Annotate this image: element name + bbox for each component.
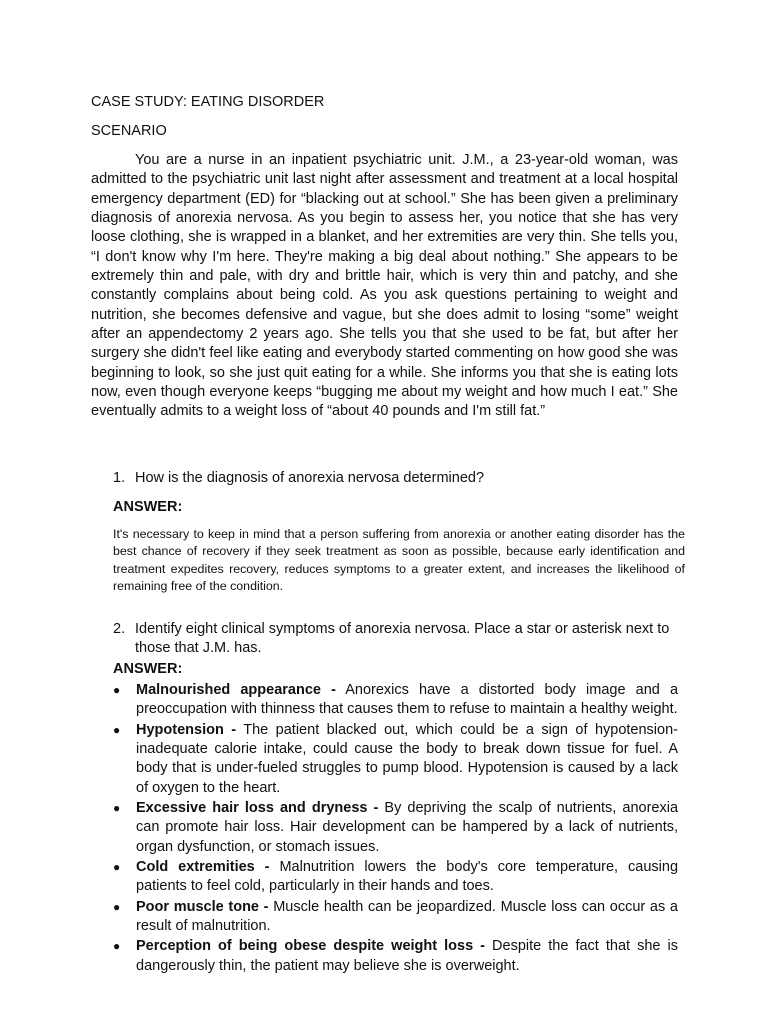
- question-1: [113, 469, 678, 488]
- bullet-icon: ●: [113, 683, 121, 697]
- symptom-description: Malnutrition lowers the body's core temperature, causing patients to feel cold, particularly in their hands and toes.: [136, 859, 679, 895]
- symptom-title: Perception of being obese despite weight loss -: [136, 938, 486, 955]
- symptom-description: Despite the fact that she is dangerously thin, the patient may believe she is overweight.: [136, 938, 678, 974]
- symptom-description: The patient blacked out, which could be a sign of hypotension-inadequate calorie intake, could cause the body to break down tissue for fuel. A body that is under-fueled struggles to pump blood. Hypotension is caused by a lack of oxygen to the heart.: [136, 721, 678, 796]
- symptom-item: [113, 858, 678, 897]
- symptom-description: Anorexics have a distorted body image and a preoccupation with thinness that causes them to refuse to maintain a healthy weight.: [136, 682, 679, 718]
- section-heading-scenario: SCENARIO: [91, 123, 167, 139]
- bullet-icon: ●: [113, 939, 121, 954]
- document-title: CASE STUDY: EATING DISORDER: [91, 94, 325, 110]
- answer-label: ANSWER:: [113, 661, 183, 677]
- symptom-list: [113, 681, 678, 977]
- symptom-item: [113, 898, 678, 937]
- symptom-title: Excessive hair loss and dryness -: [136, 800, 379, 817]
- question-2: [113, 620, 678, 659]
- bullet-icon: ●: [113, 899, 121, 914]
- symptom-title: Poor muscle tone -: [136, 898, 269, 915]
- answer-paragraph: It's necessary to keep in mind that a person suffering from anorexia or another eating disorder has the best chance of recovery if they seek treatment as soon as possible, because early identification and treatment expedites recovery, reduces symptoms to a greater extent, and increases the likelihood of remaining free of the condition.: [113, 527, 685, 593]
- answer-label: ANSWER:: [113, 499, 183, 515]
- symptom-description: Muscle health can be jeopardized. Muscle loss can occur as a result of malnutrition.: [136, 898, 678, 935]
- symptom-title: Hypotension -: [136, 721, 237, 738]
- question-number: 2.: [113, 621, 126, 637]
- bullet-icon: ●: [113, 801, 121, 816]
- symptom-description: By depriving the scalp of nutrients, anorexia can promote hair loss. Hair development can be hampered by a lack of nutrients, organ dysfunction, or stomach issues.: [136, 800, 679, 855]
- symptom-item: [113, 937, 678, 976]
- bullet-icon: ●: [113, 860, 121, 875]
- question-text: How is the diagnosis of anorexia nervosa determined?: [135, 470, 485, 486]
- symptom-item: [113, 799, 678, 857]
- bullet-icon: ●: [113, 722, 121, 737]
- scenario-paragraph: You are a nurse in an inpatient psychiatric unit. J.M., a 23-year-old woman, was admitted to the psychiatric unit last night after assessment and treatment at a local hospital emergency department (ED) for “blacking out at school.” She has been given a preliminary diagnosis of anorexia nervosa. As you begin to assess her, you notice that she has very loose clothing, she is wrapped in a blanket, and her extremities are very thin. She tells you, “I don't know why I'm here. They're making a big deal about nothing.” She appears to be extremely thin and pale, with dry and brittle hair, which is very thin and patchy, and she constantly complains about being cold. As you ask questions pertaining to weight and nutrition, she becomes defensive and vague, but she does admit to losing “some” weight after an appendectomy 2 years ago. She tells you that she used to be fat, but after her surgery she didn't feel like eating and everybody started commenting on how good she was beginning to look, so she just quit eating for a while. She informs you that she is eating lots now, even though everyone keeps “bugging me about my weight and how much I eat.” She eventually admits to a weight loss of “about 40 pounds and I'm still fat.”: [91, 152, 678, 420]
- symptom-item: [113, 681, 678, 720]
- symptom-title: Cold extremities -: [136, 859, 270, 876]
- symptom-item: [113, 721, 678, 798]
- symptom-title: Malnourished appearance -: [136, 682, 336, 698]
- question-number: 1.: [113, 470, 126, 486]
- question-text: Identify eight clinical symptoms of anorexia nervosa. Place a star or asterisk next to those that J.M. has.: [135, 621, 670, 657]
